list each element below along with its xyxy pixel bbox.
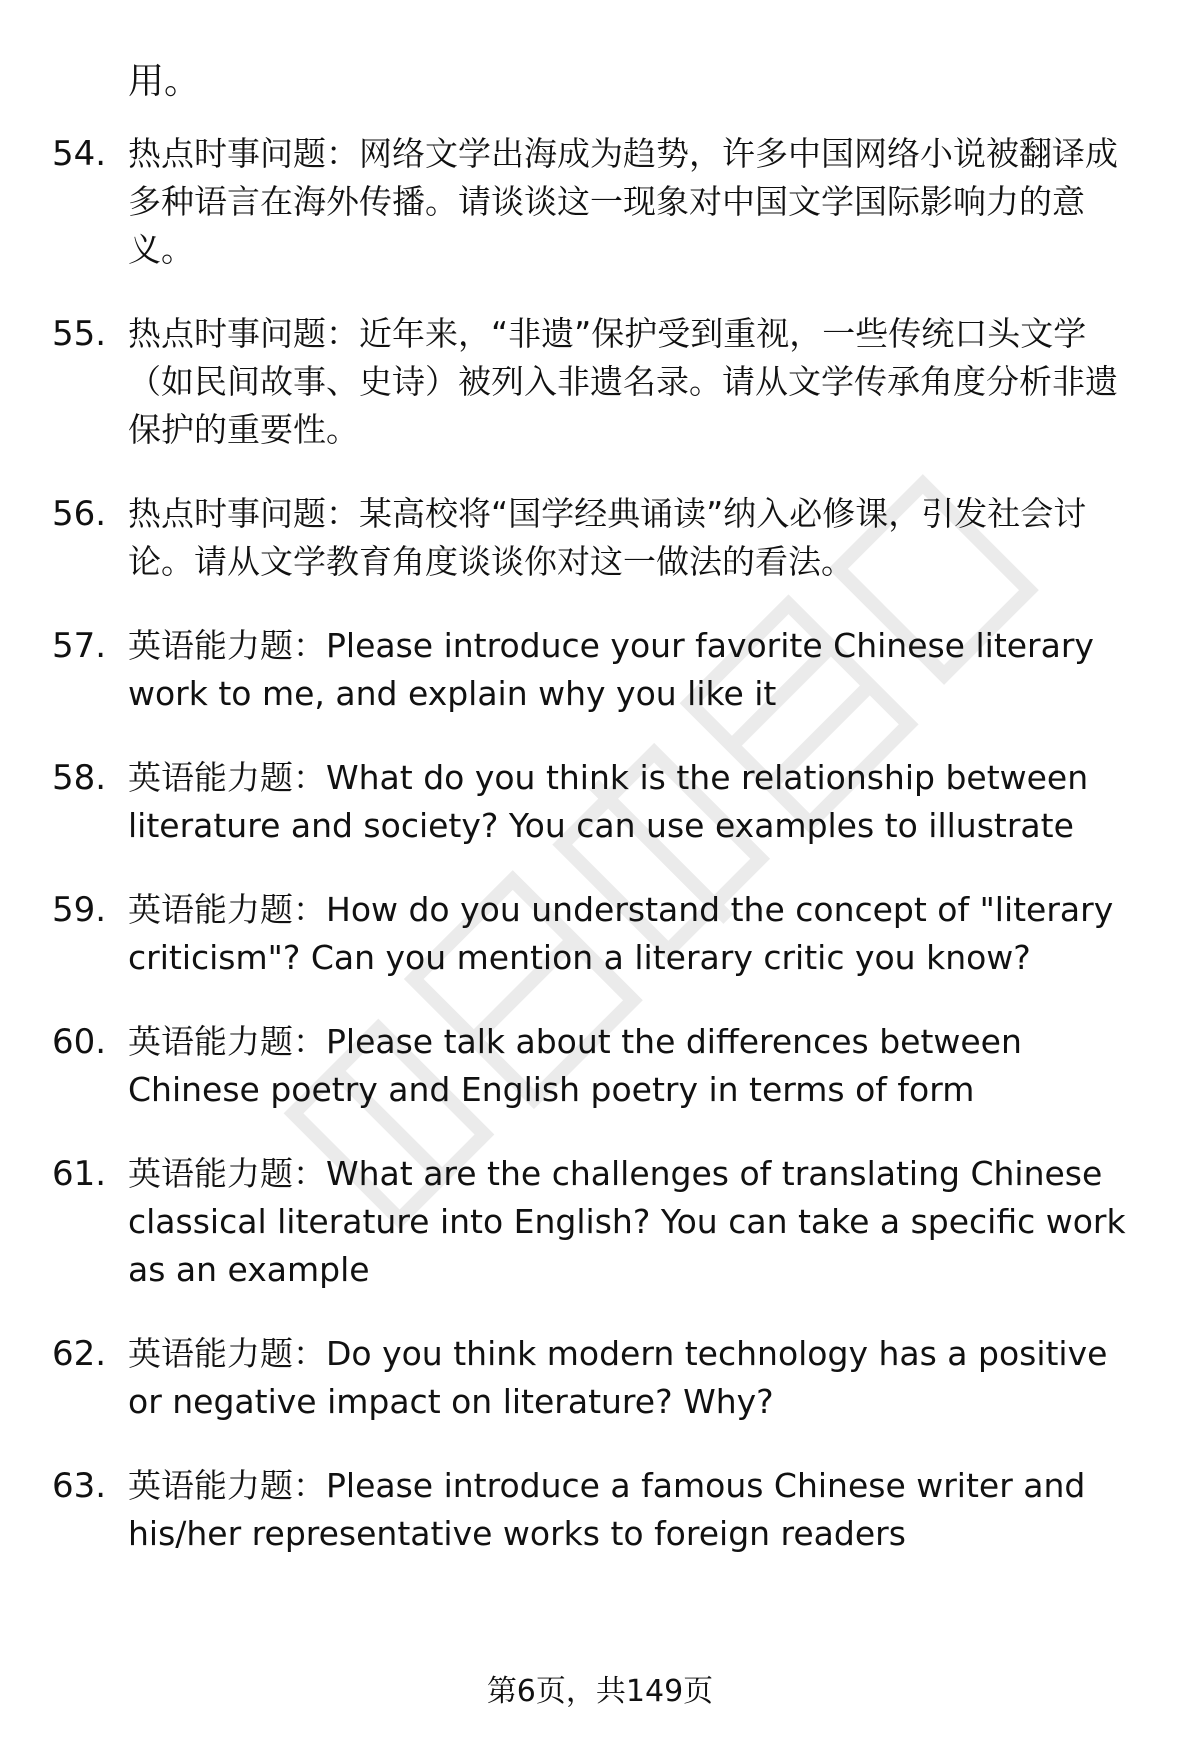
question-number: 60. xyxy=(52,1022,107,1062)
question-item xyxy=(0,490,1200,586)
question-text: 英语能力题：Please introduce your favorite Chinese literary work to me, and explain why you like it xyxy=(128,626,1094,713)
question-item xyxy=(0,622,1200,718)
question-item xyxy=(0,1330,1200,1426)
question-number: 57. xyxy=(52,626,107,666)
question-item xyxy=(0,130,1200,274)
question-text: 英语能力题：Do you think modern technology has a positive or negative impact on literature? Why? xyxy=(128,1334,1108,1421)
question-number: 54. xyxy=(52,134,107,174)
question-item xyxy=(0,1018,1200,1114)
question-text: 英语能力题：Please talk about the differences between Chinese poetry and English poetry in terms of form xyxy=(128,1022,1022,1109)
question-number: 62. xyxy=(52,1334,107,1374)
continuation-text: 用。 xyxy=(128,61,201,102)
question-number: 63. xyxy=(52,1466,107,1506)
question-text: 热点时事问题：网络文学出海成为趋势，许多中国网络小说被翻译成多种语言在海外传播。请谈谈这一现象对中国文学国际影响力的意义。 xyxy=(128,134,1118,269)
question-number: 61. xyxy=(52,1154,107,1194)
question-item xyxy=(0,754,1200,850)
question-text: 英语能力题：What are the challenges of translating Chinese classical literature into English? You can take a specific work as an example xyxy=(128,1154,1126,1289)
question-number: 58. xyxy=(52,758,107,798)
question-list xyxy=(0,130,1200,1594)
question-text: 英语能力题：What do you think is the relationship between literature and society? You can use examples to illustrate xyxy=(128,758,1089,845)
question-text: 热点时事问题：某高校将“国学经典诵读”纳入必修课，引发社会讨论。请从文学教育角度谈谈你对这一做法的看法。 xyxy=(128,494,1087,581)
question-item xyxy=(0,1150,1200,1294)
question-item xyxy=(0,1462,1200,1558)
question-text: 英语能力题：Please introduce a famous Chinese writer and his/her representative works to foreign readers xyxy=(128,1466,1086,1553)
question-item xyxy=(0,310,1200,454)
question-number: 59. xyxy=(52,890,107,930)
question-number: 56. xyxy=(52,494,107,534)
question-text: 热点时事问题：近年来，“非遗”保护受到重视，一些传统口头文学（如民间故事、史诗）被列入非遗名录。请从文学传承角度分析非遗保护的重要性。 xyxy=(128,314,1118,449)
page-footer: 第6页，共149页 xyxy=(486,1674,714,1709)
question-number: 55. xyxy=(52,314,107,354)
question-text: 英语能力题：How do you understand the concept of "literary criticism"? Can you mention a literary critic you know? xyxy=(128,890,1114,977)
question-item xyxy=(0,886,1200,982)
